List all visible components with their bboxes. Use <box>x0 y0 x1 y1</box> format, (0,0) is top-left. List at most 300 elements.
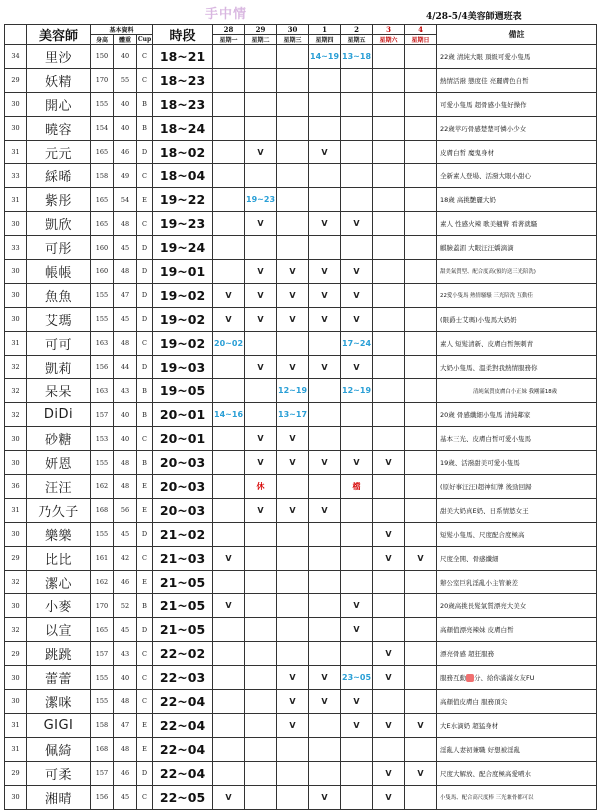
day-cell: V <box>373 642 405 666</box>
day-cell <box>341 522 373 546</box>
day-cell <box>405 451 437 475</box>
age-cell: 30 <box>5 116 27 140</box>
name-cell: 妖精 <box>27 68 91 92</box>
day-cell: V <box>245 212 277 236</box>
table-row <box>5 331 597 355</box>
name-cell: 艾瑪 <box>27 307 91 331</box>
time-cell: 19~23 <box>153 212 213 236</box>
header-date: 2 <box>341 25 373 35</box>
time-cell: 21~02 <box>153 522 213 546</box>
note-text: 素人 短髮清新、皮膚白皙無刺青 <box>440 339 534 348</box>
day-cell <box>405 594 437 618</box>
age-cell: 31 <box>5 140 27 164</box>
age-cell: 30 <box>5 690 27 714</box>
height-cell: 158 <box>91 164 114 188</box>
day-cell <box>373 475 405 499</box>
height-cell: 168 <box>91 737 114 761</box>
cup-cell: E <box>137 498 153 522</box>
header-weekday: 星期一 <box>213 35 245 45</box>
name-cell: 小麥 <box>27 594 91 618</box>
cup-cell: C <box>137 45 153 69</box>
name-cell: 魚魚 <box>27 283 91 307</box>
name-cell: 汪汪 <box>27 475 91 499</box>
day-cell <box>245 331 277 355</box>
note-cell <box>437 236 597 260</box>
note-text: (限爵士艾瑪)小隻馬大奶奶 <box>440 315 517 324</box>
time-cell: 20~03 <box>153 475 213 499</box>
day-cell <box>309 737 341 761</box>
weight-cell: 40 <box>114 45 137 69</box>
table-row <box>5 236 597 260</box>
day-cell: V <box>245 140 277 164</box>
age-cell: 29 <box>5 68 27 92</box>
header-weekday: 星期三 <box>277 35 309 45</box>
name-cell: 妍恩 <box>27 451 91 475</box>
day-cell <box>341 116 373 140</box>
cup-cell: C <box>137 427 153 451</box>
height-cell: 157 <box>91 642 114 666</box>
name-cell: 潔咪 <box>27 690 91 714</box>
day-cell: V <box>405 713 437 737</box>
day-cell <box>277 546 309 570</box>
table-row <box>5 427 597 451</box>
note-text: 素人 性感火辣 歌美翹臀 看著就騷 <box>440 220 538 229</box>
watermark: 手中情 <box>204 7 247 22</box>
time-cell: 19~01 <box>153 260 213 284</box>
day-cell <box>341 546 373 570</box>
note-cell <box>437 260 597 284</box>
table-row <box>5 666 597 690</box>
day-cell: V <box>277 498 309 522</box>
cup-cell: B <box>137 379 153 403</box>
day-cell: V <box>341 212 373 236</box>
day-cell <box>245 737 277 761</box>
day-cell <box>213 570 245 594</box>
time-cell: 19~22 <box>153 188 213 212</box>
day-cell <box>405 355 437 379</box>
note-text: (原好事汪汪)超神紅牌 後勁回歸 <box>440 482 532 491</box>
table-row <box>5 737 597 761</box>
day-cell <box>309 188 341 212</box>
age-cell: 30 <box>5 785 27 809</box>
day-cell: 休 <box>245 475 277 499</box>
day-cell: 14~16 <box>213 403 245 427</box>
table-row <box>5 164 597 188</box>
cup-cell: C <box>137 68 153 92</box>
weight-cell: 40 <box>114 403 137 427</box>
name-cell: 元元 <box>27 140 91 164</box>
time-cell: 18~02 <box>153 140 213 164</box>
time-cell: 19~02 <box>153 331 213 355</box>
table-row <box>5 212 597 236</box>
day-cell <box>213 713 245 737</box>
day-cell <box>213 68 245 92</box>
name-cell: 可彤 <box>27 236 91 260</box>
note-cell <box>437 212 597 236</box>
time-cell: 21~05 <box>153 618 213 642</box>
note-text: 大E水滴奶 超猛身材 <box>440 721 499 730</box>
height-cell: 150 <box>91 45 114 69</box>
day-cell <box>405 618 437 642</box>
time-cell: 19~02 <box>153 283 213 307</box>
note-cell <box>437 283 597 307</box>
age-cell: 30 <box>5 427 27 451</box>
weight-cell: 47 <box>114 713 137 737</box>
age-cell: 30 <box>5 522 27 546</box>
table-row <box>5 546 597 570</box>
note-cell <box>437 427 597 451</box>
cup-cell: B <box>137 116 153 140</box>
age-cell: 32 <box>5 403 27 427</box>
day-cell <box>405 92 437 116</box>
name-cell: 砂糖 <box>27 427 91 451</box>
cup-cell: E <box>137 570 153 594</box>
day-cell <box>405 642 437 666</box>
day-cell <box>373 379 405 403</box>
cup-cell: C <box>137 690 153 714</box>
age-cell: 36 <box>5 475 27 499</box>
name-cell: 佩綺 <box>27 737 91 761</box>
table-row <box>5 498 597 522</box>
day-cell <box>245 642 277 666</box>
cup-cell: C <box>137 666 153 690</box>
day-cell: V <box>309 307 341 331</box>
weight-cell: 47 <box>114 283 137 307</box>
day-cell <box>341 236 373 260</box>
day-cell <box>309 92 341 116</box>
day-cell <box>405 164 437 188</box>
table-row <box>5 188 597 212</box>
table-row <box>5 45 597 69</box>
height-cell: 158 <box>91 713 114 737</box>
day-cell <box>405 498 437 522</box>
height-cell: 155 <box>91 522 114 546</box>
time-cell: 18~23 <box>153 92 213 116</box>
day-cell <box>373 307 405 331</box>
header-date: 30 <box>277 25 309 35</box>
height-cell: 162 <box>91 475 114 499</box>
day-cell: V <box>213 307 245 331</box>
time-cell: 22~04 <box>153 761 213 785</box>
day-cell <box>309 761 341 785</box>
day-cell <box>213 45 245 69</box>
weight-cell: 48 <box>114 212 137 236</box>
note-text: 甜美氣質型、配合度高(預約送三光陪洗) <box>440 269 536 276</box>
weight-cell: 54 <box>114 188 137 212</box>
day-cell <box>277 594 309 618</box>
day-cell: V <box>245 451 277 475</box>
weight-cell: 48 <box>114 260 137 284</box>
note-text: 漂亮骨感 超狂服務 <box>440 650 495 659</box>
day-cell <box>341 188 373 212</box>
day-cell: V <box>309 212 341 236</box>
note-text: 熱情活潑 態度佳 亮麗膚色自皙 <box>440 76 529 85</box>
note-text: 22歲 清純大眼 頂級可愛小隻馬 <box>440 52 531 61</box>
day-cell <box>213 260 245 284</box>
day-cell <box>405 427 437 451</box>
day-cell <box>245 68 277 92</box>
day-cell: V <box>373 785 405 809</box>
height-cell: 154 <box>91 116 114 140</box>
height-cell: 165 <box>91 140 114 164</box>
day-cell <box>213 618 245 642</box>
day-cell: V <box>277 713 309 737</box>
cup-cell: C <box>137 164 153 188</box>
table-row <box>5 379 597 403</box>
note-cell <box>437 761 597 785</box>
height-cell: 160 <box>91 260 114 284</box>
day-cell <box>341 140 373 164</box>
day-cell <box>405 140 437 164</box>
time-cell: 19~02 <box>153 307 213 331</box>
time-cell: 22~05 <box>153 785 213 809</box>
day-cell <box>213 642 245 666</box>
header-weekday: 星期四 <box>309 35 341 45</box>
age-cell: 30 <box>5 260 27 284</box>
day-cell <box>277 331 309 355</box>
day-cell: V <box>213 546 245 570</box>
note-text: 甜美大奶真E奶、日系情慾女王 <box>440 506 529 515</box>
day-cell <box>309 379 341 403</box>
name-cell: 凱欣 <box>27 212 91 236</box>
day-cell <box>213 92 245 116</box>
day-cell <box>405 785 437 809</box>
age-cell: 31 <box>5 498 27 522</box>
weight-cell: 40 <box>114 92 137 116</box>
day-cell <box>405 331 437 355</box>
table-row <box>5 307 597 331</box>
cup-cell: C <box>137 642 153 666</box>
day-cell <box>341 92 373 116</box>
day-cell <box>373 188 405 212</box>
day-cell <box>405 283 437 307</box>
cup-cell: E <box>137 737 153 761</box>
time-cell: 18~21 <box>153 45 213 69</box>
day-cell <box>341 570 373 594</box>
stamp-icon <box>466 674 474 682</box>
day-cell <box>213 188 245 212</box>
day-cell: V <box>277 283 309 307</box>
age-cell: 33 <box>5 236 27 260</box>
height-cell: 168 <box>91 498 114 522</box>
name-cell: 凱莉 <box>27 355 91 379</box>
cup-cell: D <box>137 140 153 164</box>
weight-cell: 52 <box>114 594 137 618</box>
day-cell: 20~02 <box>213 331 245 355</box>
day-cell: V <box>309 666 341 690</box>
note-text: 尺度全開、骨感纖細 <box>440 554 499 563</box>
weight-cell: 55 <box>114 68 137 92</box>
weight-cell: 40 <box>114 427 137 451</box>
day-cell: V <box>341 355 373 379</box>
day-cell: V <box>373 451 405 475</box>
note-text: 20歲 骨感纖細小隻馬 清純鄰家 <box>440 411 531 420</box>
time-cell: 20~03 <box>153 451 213 475</box>
table-row <box>5 116 597 140</box>
note-cell <box>437 164 597 188</box>
day-cell: V <box>245 427 277 451</box>
day-cell <box>277 475 309 499</box>
table-row <box>5 451 597 475</box>
day-cell: 19~23 <box>245 188 277 212</box>
day-cell <box>277 236 309 260</box>
weight-cell: 42 <box>114 546 137 570</box>
day-cell: V <box>373 546 405 570</box>
day-cell <box>213 427 245 451</box>
weight-cell: 48 <box>114 475 137 499</box>
time-cell: 21~05 <box>153 570 213 594</box>
day-cell: V <box>245 283 277 307</box>
day-cell <box>373 283 405 307</box>
header-date: 28 <box>213 25 245 35</box>
day-cell <box>309 331 341 355</box>
day-cell <box>309 713 341 737</box>
day-cell: 14~19 <box>309 45 341 69</box>
weight-cell: 49 <box>114 164 137 188</box>
time-cell: 20~03 <box>153 498 213 522</box>
day-cell <box>405 379 437 403</box>
day-cell <box>405 236 437 260</box>
day-cell: 13~18 <box>341 45 373 69</box>
day-cell <box>309 164 341 188</box>
day-cell <box>373 140 405 164</box>
weight-cell: 46 <box>114 570 137 594</box>
day-cell <box>405 307 437 331</box>
note-cell <box>437 116 597 140</box>
day-cell <box>405 403 437 427</box>
day-cell <box>405 666 437 690</box>
height-cell: 170 <box>91 594 114 618</box>
day-cell <box>309 116 341 140</box>
height-cell: 170 <box>91 68 114 92</box>
age-cell: 32 <box>5 570 27 594</box>
day-cell <box>277 761 309 785</box>
note-text: 高顏值皮膚白 服務頂尖 <box>440 697 508 706</box>
day-cell <box>245 713 277 737</box>
time-cell: 22~04 <box>153 737 213 761</box>
day-cell <box>405 45 437 69</box>
name-cell: 樂樂 <box>27 522 91 546</box>
day-cell <box>373 68 405 92</box>
header-weekday: 星期五 <box>341 35 373 45</box>
day-cell: V <box>373 522 405 546</box>
day-cell <box>373 594 405 618</box>
day-cell <box>373 236 405 260</box>
time-cell: 18~24 <box>153 116 213 140</box>
note-cell <box>437 92 597 116</box>
weight-cell: 56 <box>114 498 137 522</box>
day-cell <box>309 236 341 260</box>
height-cell: 163 <box>91 379 114 403</box>
day-cell: V <box>309 690 341 714</box>
note-cell <box>437 498 597 522</box>
name-cell: 以宣 <box>27 618 91 642</box>
height-cell: 165 <box>91 618 114 642</box>
note-cell <box>437 355 597 379</box>
day-cell: V <box>277 260 309 284</box>
time-cell: 19~03 <box>153 355 213 379</box>
day-cell <box>341 737 373 761</box>
schedule-title: 4/28-5/4美容師週班表 <box>426 12 522 22</box>
header-date: 1 <box>309 25 341 35</box>
note-text: 基本三光、皮膚白皙可愛小隻馬 <box>440 435 532 444</box>
age-cell: 30 <box>5 666 27 690</box>
day-cell <box>405 116 437 140</box>
cup-cell: D <box>137 236 153 260</box>
cup-cell: D <box>137 355 153 379</box>
cup-cell: C <box>137 331 153 355</box>
day-cell <box>277 212 309 236</box>
day-cell <box>405 68 437 92</box>
note-text: 小隻馬、配合高尺度棒 三光兼骨都可以 <box>440 795 534 802</box>
cup-cell: D <box>137 307 153 331</box>
day-cell <box>213 379 245 403</box>
weight-cell: 48 <box>114 737 137 761</box>
name-cell: 里沙 <box>27 45 91 69</box>
day-cell: 23~05 <box>341 666 373 690</box>
name-cell: 紫彤 <box>27 188 91 212</box>
day-cell: V <box>277 355 309 379</box>
height-cell: 155 <box>91 92 114 116</box>
day-cell <box>341 427 373 451</box>
time-cell: 22~02 <box>153 642 213 666</box>
table-row <box>5 618 597 642</box>
name-cell: 開心 <box>27 92 91 116</box>
day-cell: V <box>213 594 245 618</box>
note-text: 淫亂人妻初兼職 好想被淫亂 <box>440 745 521 754</box>
day-cell: V <box>341 618 373 642</box>
day-cell <box>373 212 405 236</box>
cup-cell: B <box>137 403 153 427</box>
day-cell <box>373 331 405 355</box>
day-cell <box>277 68 309 92</box>
day-cell <box>373 164 405 188</box>
height-cell: 165 <box>91 188 114 212</box>
day-cell <box>277 140 309 164</box>
age-cell: 30 <box>5 92 27 116</box>
day-cell <box>309 403 341 427</box>
table-row <box>5 570 597 594</box>
note-text: 19歲、活潑甜美可愛小隻馬 <box>440 459 520 468</box>
day-cell <box>245 546 277 570</box>
day-cell <box>277 785 309 809</box>
weight-cell: 45 <box>114 307 137 331</box>
day-cell <box>405 690 437 714</box>
day-cell <box>213 116 245 140</box>
cup-cell: D <box>137 283 153 307</box>
note-cell <box>437 690 597 714</box>
cup-cell: D <box>137 618 153 642</box>
note-cell <box>437 546 597 570</box>
age-cell: 30 <box>5 212 27 236</box>
height-cell: 155 <box>91 690 114 714</box>
day-cell <box>245 570 277 594</box>
note-cell <box>437 188 597 212</box>
day-cell: V <box>341 307 373 331</box>
note-cell <box>437 785 597 809</box>
table-row <box>5 355 597 379</box>
cup-cell: C <box>137 785 153 809</box>
table-row <box>5 403 597 427</box>
weight-cell: 48 <box>114 451 137 475</box>
day-cell <box>245 236 277 260</box>
day-cell <box>277 116 309 140</box>
day-cell <box>373 690 405 714</box>
weight-cell: 48 <box>114 331 137 355</box>
day-cell <box>213 164 245 188</box>
weight-cell: 43 <box>114 642 137 666</box>
day-cell: V <box>309 140 341 164</box>
